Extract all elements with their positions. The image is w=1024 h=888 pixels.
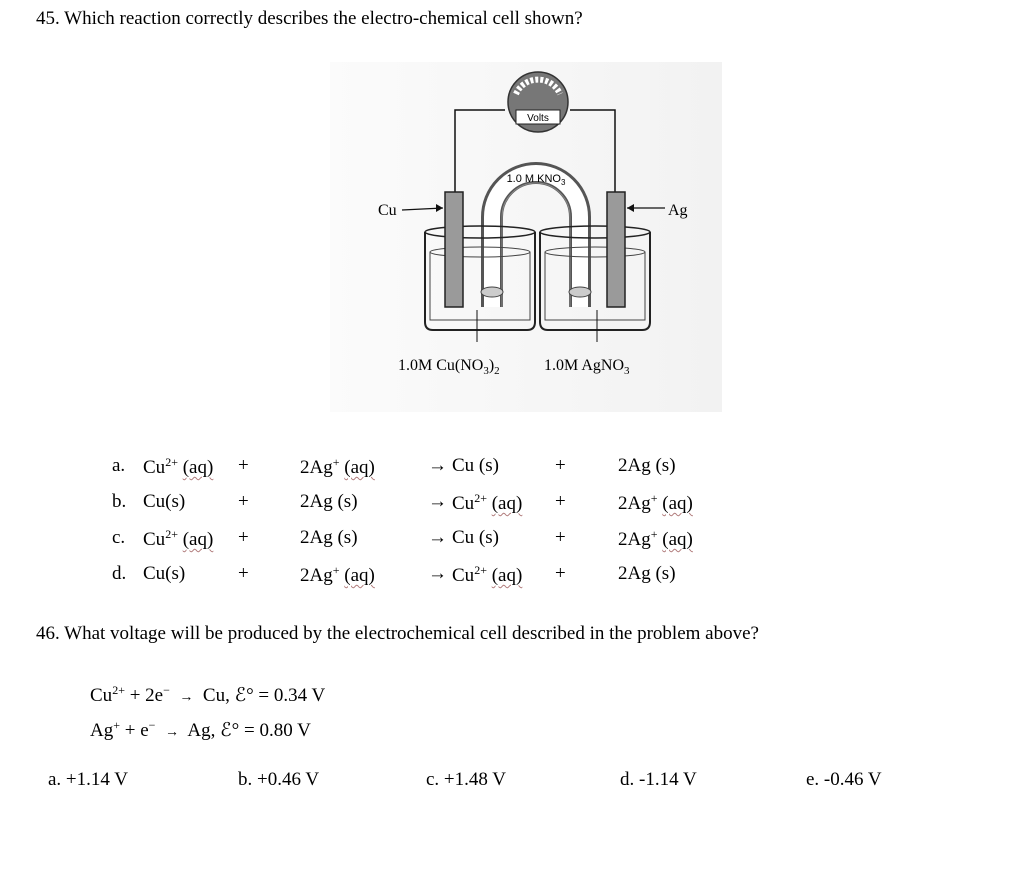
option-a-product1: Cu (s) (452, 455, 499, 476)
option-a-plus2: + (555, 455, 566, 476)
half-reaction-ag: Ag+ + e− → Ag, ℰ° = 0.80 V (90, 718, 311, 741)
option-d-plus1: + (238, 563, 249, 584)
option-c-plus1: + (238, 527, 249, 548)
option-b-reactant1: Cu(s) (143, 491, 186, 512)
left-solution-label: 1.0M $Cu(NO_3)_2$ (398, 357, 500, 377)
left-plug (481, 287, 503, 297)
option-a-product2: 2Ag (s) (618, 455, 676, 476)
option-b-product1: $Cu^{2+}$ (aq) (452, 491, 523, 514)
option-a-reactant1: $Cu^{2+}$ (aq) (143, 455, 214, 478)
answer-c[interactable]: c. +1.48 V (426, 769, 507, 790)
cu-label: Cu (378, 202, 397, 219)
option-b-reactant2: 2Ag (s) (300, 491, 358, 512)
cu-electrode (445, 192, 463, 307)
option-c-arrow: → (428, 527, 447, 548)
option-d-product2: 2Ag (s) (618, 563, 676, 584)
ag-electrode (607, 192, 625, 307)
answer-a[interactable]: a. +1.14 V (48, 769, 129, 790)
option-d-reactant2: 2Ag+ (aq) (300, 563, 375, 586)
option-b-product2: 2Ag+ (aq) (618, 491, 693, 514)
question-46-text: 46. What voltage will be produced by the electrochemical cell described in the problem above? (36, 623, 759, 644)
volts-label: Volts (527, 113, 549, 124)
option-c-reactant2: 2Ag (s) (300, 527, 358, 548)
option-a-plus1: + (238, 455, 249, 476)
option-d-arrow: → (428, 563, 447, 584)
voltmeter (508, 72, 568, 132)
cell-svg (330, 62, 722, 412)
option-a-arrow: → (428, 455, 447, 476)
option-b-plus1: + (238, 491, 249, 512)
option-c-letter[interactable]: c. (112, 527, 126, 548)
right-solution-label: 1.0M AgNO$_3$ (544, 357, 630, 377)
electrochemical-cell-diagram (330, 62, 722, 412)
option-d-plus2: + (555, 563, 566, 584)
half-reaction-cu: $Cu^{2+} + 2e^- \to Cu$, ℰ° = 0.34 V (90, 683, 326, 706)
option-c-reactant1: $Cu^{2+}$ (aq) (143, 527, 214, 550)
option-c-product1: Cu (s) (452, 527, 499, 548)
answer-e[interactable]: e. -0.46 V (806, 769, 882, 790)
half-reaction-cu-arrow: → (179, 690, 194, 705)
option-b-plus2: + (555, 491, 566, 512)
answer-d[interactable]: d. -1.14 V (620, 769, 697, 790)
option-a-reactant2: 2Ag+ (aq) (300, 455, 375, 478)
option-b-letter[interactable]: b. (112, 491, 127, 512)
right-plug (569, 287, 591, 297)
salt-bridge-label: 1.0 M $KNO_3$ (506, 173, 566, 187)
option-a-letter[interactable]: a. (112, 455, 126, 476)
option-d-product1: $Cu^{2+}$ (aq) (452, 563, 523, 586)
option-b-arrow: → (428, 491, 447, 512)
option-d-letter[interactable]: d. (112, 563, 127, 584)
question-45-text: 45. Which reaction correctly describes the electro-chemical cell shown? (36, 8, 583, 29)
option-c-product2: 2Ag+ (aq) (618, 527, 693, 550)
option-c-plus2: + (555, 527, 566, 548)
option-d-reactant1: Cu(s) (143, 563, 186, 584)
answer-b[interactable]: b. +0.46 V (238, 769, 320, 790)
ag-label: Ag (668, 202, 688, 219)
half-reaction-ag-arrow: → (164, 725, 179, 740)
